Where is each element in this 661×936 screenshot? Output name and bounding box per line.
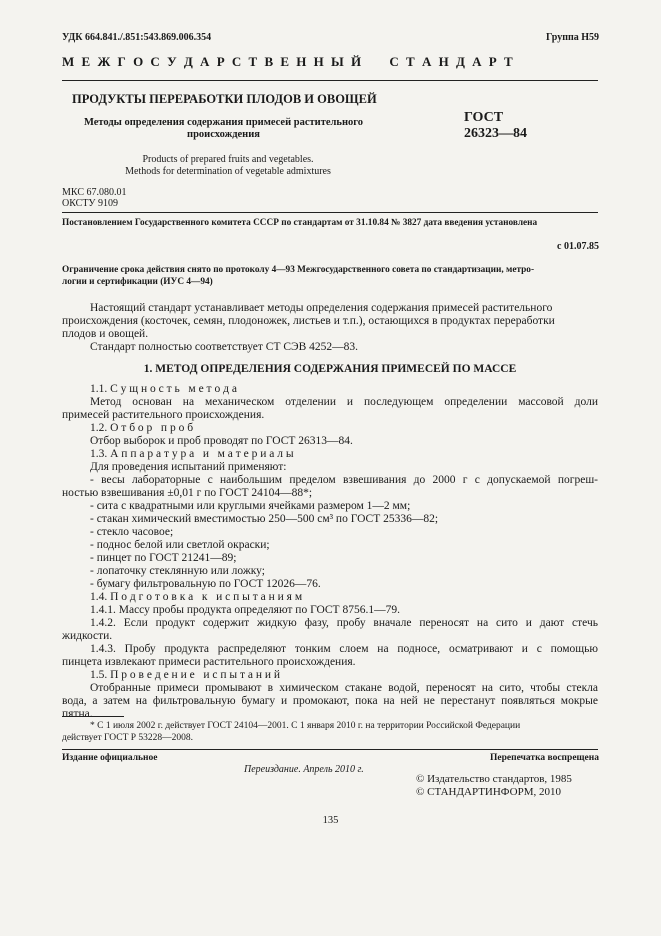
page-number: 135 xyxy=(322,815,339,826)
intro-line-2: происхождения (косточек, семян, плодоножек, листьев и т.п.), остающихся в продуктах переработки xyxy=(62,315,555,327)
footnote-line-1: * С 1 июля 2002 г. действует ГОСТ 24104—2001. С 1 января 2010 г. на территории Российской Федерации xyxy=(90,721,521,731)
gost-label: ГОСТ xyxy=(464,110,504,125)
s15-text-3: пятна. xyxy=(62,708,93,720)
s13-item-2: - сита с квадратными или круглыми ячейками размером 1—2 мм; xyxy=(90,500,411,512)
s13-item-5: - поднос белой или светлой окраски; xyxy=(90,539,270,551)
s13-item-6: - пинцет по ГОСТ 21241—89; xyxy=(90,552,237,564)
effective-date: с 01.07.85 xyxy=(557,241,599,252)
s13-item-7: - лопаточку стеклянную или ложку; xyxy=(90,565,265,577)
s13-title: 1.3. А п п а р а т у р а и м а т е р и а л ы xyxy=(90,448,294,460)
group-code: Группа Н59 xyxy=(546,32,599,43)
restriction-line-1: Ограничение срока действия снято по протоколу 4—93 Межгосударственного совета по стандартизации, метро- xyxy=(62,265,535,275)
gost-number: 26323—84 xyxy=(464,126,527,141)
subtitle-line-1: Методы определения содержания примесей растительного xyxy=(83,117,364,128)
s143-text-2: пинцета извлекают примеси растительного происхождения. xyxy=(62,656,356,668)
footnote-line-2: действует ГОСТ Р 53228—2008. xyxy=(62,733,194,743)
codes-divider xyxy=(62,212,598,213)
copyright-1: © Издательство стандартов, 1985 xyxy=(416,773,572,785)
official-edition: Издание официальное xyxy=(62,753,158,763)
s142-text-1: 1.4.2. Если продукт содержит жидкую фазу, пробу вначале переносят на сито и дают стечь xyxy=(90,617,598,629)
s11-text-2: примесей растительного происхождения. xyxy=(62,409,265,421)
intro-line-3: плодов и овощей. xyxy=(62,328,149,340)
footnote-divider xyxy=(62,716,124,717)
s12-title: 1.2. О т б о р п р о б xyxy=(90,422,194,434)
s12-text: Отбор выборок и проб проводят по ГОСТ 26313—84. xyxy=(90,435,353,447)
reissue-note: Переиздание. Апрель 2010 г. xyxy=(244,764,364,775)
mks-code: МКС 67.080.01 xyxy=(62,187,127,198)
section-heading: 1. МЕТОД ОПРЕДЕЛЕНИЯ СОДЕРЖАНИЯ ПРИМЕСЕЙ ПО МАССЕ xyxy=(143,363,517,375)
header-divider xyxy=(62,80,598,81)
s14-title: 1.4. П о д г о т о в к а к и с п ы т а н и я м xyxy=(90,591,303,603)
s15-title: 1.5. П р о в е д е н и е и с п ы т а н и й xyxy=(90,669,281,681)
s13-item-1-cont: ностью взвешивания ±0,01 г по ГОСТ 24104—88*; xyxy=(62,487,313,499)
s13-item-1: - весы лабораторные с наибольшим пределом взвешивания до 2000 г с допускаемой погреш- xyxy=(90,474,598,486)
s11-text-1: Метод основан на механическом отделении и последующем определении массовой доли xyxy=(90,396,598,408)
english-title-line-2: Methods for determination of vegetable admixtures xyxy=(125,166,331,177)
copyright-2: © СТАНДАРТИНФОРМ, 2010 xyxy=(416,786,561,798)
intro-line-4: Стандарт полностью соответствует СТ СЭВ 4252—83. xyxy=(90,341,359,353)
s13-intro: Для проведения испытаний применяют: xyxy=(90,461,287,473)
s13-item-4: - стекло часовое; xyxy=(90,526,174,538)
udk-code: УДК 664.841./.851:543.869.006.354 xyxy=(62,32,212,43)
s141-text: 1.4.1. Массу пробы продукта определяют по ГОСТ 8756.1—79. xyxy=(90,604,400,616)
restriction-line-2: логии и сертификации (ИУС 4—94) xyxy=(62,277,213,287)
s13-item-3: - стакан химический вместимостью 250—500 см³ по ГОСТ 25336—82; xyxy=(90,513,439,525)
intro-line-1: Настоящий стандарт устанавливает методы определения содержания примесей растительного xyxy=(90,302,553,314)
s15-text-1: Отобранные примеси промывают в химическом стакане водой, переносят на сито, чтобы стекла xyxy=(90,682,598,694)
s15-text-2: вода, а затем на фильтровальную бумагу и промокают, пока на ней не перестанут появляться мокрые xyxy=(62,695,598,707)
s13-item-8: - бумагу фильтровальную по ГОСТ 12026—76. xyxy=(90,578,321,590)
s11-title: 1.1. С у щ н о с т ь м е т о д а xyxy=(90,383,237,395)
footer-divider xyxy=(62,749,598,750)
okstu-code: ОКСТУ 9109 xyxy=(62,198,119,209)
subtitle-line-2: происхождения xyxy=(187,129,260,140)
decree-line: Постановлением Государственного комитета СССР по стандартам от 31.10.84 № 3827 дата введения установлена xyxy=(62,218,538,228)
s142-text-2: жидкости. xyxy=(62,630,113,642)
reprint-prohibited: Перепечатка воспрещена xyxy=(489,753,599,763)
english-title-line-1: Products of prepared fruits and vegetables. xyxy=(142,154,314,165)
s143-text-1: 1.4.3. Пробу продукта распределяют тонким слоем на подносе, осматривают и с помощью xyxy=(90,643,598,655)
interstate-standard-label: М Е Ж Г О С У Д А Р С Т В Е Н Н Ы Й С Т А Н Д А Р Т xyxy=(62,54,515,69)
page-title: ПРОДУКТЫ ПЕРЕРАБОТКИ ПЛОДОВ И ОВОЩЕЙ xyxy=(72,92,377,106)
